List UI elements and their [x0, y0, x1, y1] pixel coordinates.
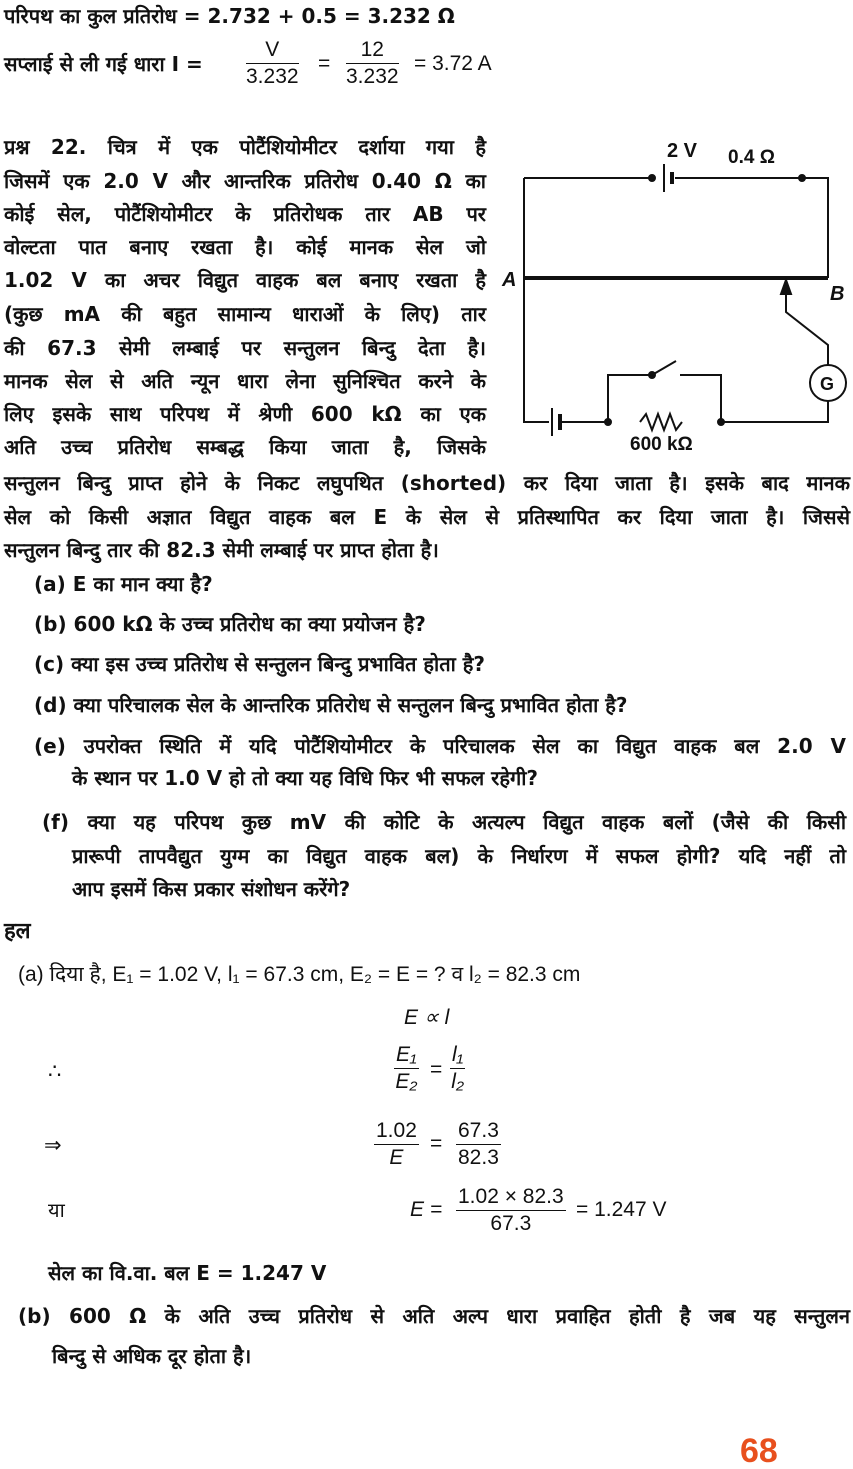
question-part: के स्थान पर 1.0 V हो तो क्या यह विधि फिर भी सफल रहेगी? — [72, 766, 538, 790]
question-line: 1.02 V का अचर विद्युत वाहक बल बनाए रखता है — [4, 268, 486, 292]
question-line: सन्तुलन बिन्दु तार की 82.3 सेमी लम्बाई पर प्राप्त होता है। — [4, 538, 439, 562]
or-label: या — [48, 1198, 65, 1222]
e-equals: E = — [410, 1198, 443, 1221]
denominator: E₂ — [395, 1070, 418, 1093]
question-line: कोई सेल, पोटैंशियोमीटर के प्रतिरोधक तार AB पर — [4, 202, 486, 226]
numerator: E₁ — [394, 1042, 419, 1069]
denominator: l₂ — [451, 1070, 464, 1093]
answer-b-line: बिन्दु से अधिक दूर होता है। — [52, 1344, 252, 1368]
ratio-673-823 — [456, 1118, 501, 1171]
question-part: (d) क्या परिचालक सेल के आन्तरिक प्रतिरोध से सन्तुलन बिन्दु प्रभावित होता है? — [34, 693, 628, 717]
equals: = — [318, 52, 331, 75]
ratio-102-e — [374, 1118, 419, 1171]
ratio-e1-e2 — [394, 1042, 419, 1095]
denominator: E — [389, 1146, 404, 1169]
denominator: 3.232 — [346, 65, 399, 88]
question-line: वोल्टता पात बनाए रखता है। कोई मानक सेल जो — [4, 235, 486, 259]
label-b: B — [830, 283, 845, 305]
question-line: मानक सेल से अति न्यून धारा लेना सुनिश्चित करने के — [4, 369, 486, 393]
denominator: 82.3 — [458, 1146, 499, 1169]
question-part: (a) E का मान क्या है? — [34, 572, 213, 596]
label-a: A — [502, 269, 517, 291]
fraction-v — [246, 37, 299, 90]
question-part: (f) क्या यह परिपथ कुछ mV की कोटि के अत्यल्प विद्युत वाहक बलों (जैसे की किसी — [42, 810, 846, 834]
numerator: V — [246, 37, 299, 64]
question-line: लिए इसके साथ परिपथ में श्रेणी 600 kΩ का एक — [4, 402, 486, 426]
e-fraction — [456, 1184, 566, 1237]
total-resistance-line: परिपथ का कुल प्रतिरोध = 2.732 + 0.5 = 3.232 Ω — [4, 4, 455, 28]
question-line: जिसमें एक 2.0 V और आन्तरिक प्रतिरोध 0.40 Ω का — [4, 169, 486, 193]
switch-blade — [652, 361, 676, 375]
resistor-label: 600 kΩ — [630, 434, 693, 455]
question-line: की 67.3 सेमी लम्बाई पर सन्तुलन बिन्दु देता है। — [4, 336, 486, 360]
denominator: 67.3 — [490, 1212, 532, 1235]
emf-result: सेल का वि.वा. बल E = 1.247 V — [48, 1261, 327, 1285]
question-line: सन्तुलन बिन्दु प्राप्त होने के निकट लघुपथित (shorted) कर दिया जाता है। इसके बाद मानक — [4, 471, 850, 495]
e-result: = 1.247 V — [576, 1198, 667, 1221]
question-part: (e) उपरोक्त स्थिति में यदि पोटैंशियोमीटर के परिचालक सेल का विद्युत वाहक बल 2.0 V — [34, 734, 846, 758]
numerator: l₁ — [450, 1042, 465, 1069]
numerator: 67.3 — [456, 1118, 501, 1145]
question-line: अति उच्च प्रतिरोध सम्बद्ध किया जाता है, जिसके — [4, 435, 486, 459]
denominator: 3.232 — [246, 65, 299, 88]
question-part: आप इसमें किस प्रकार संशोधन करेंगे? — [72, 877, 351, 901]
current-line-prefix: सप्लाई से ली गई धारा I = — [4, 52, 203, 76]
ratio-l1-l2 — [450, 1042, 465, 1095]
question-part: (c) क्या इस उच्च प्रतिरोध से सन्तुलन बिन्दु प्रभावित होता है? — [34, 652, 485, 676]
node — [718, 419, 724, 425]
question-line: सेल को किसी अज्ञात विद्युत वाहक बल E के सेल से प्रतिस्थापित कर दिया जाता है। जिससे — [4, 505, 850, 529]
node — [649, 175, 655, 181]
numerator: 1.02 × 82.3 — [456, 1184, 566, 1211]
numerator: 1.02 — [374, 1118, 419, 1145]
equals: = — [430, 1058, 443, 1081]
resistance-label: 0.4 Ω — [728, 147, 775, 168]
potentiometer-circuit-diagram — [500, 130, 853, 460]
question-part: प्रारूपी तापवैद्युत युग्म का विद्युत वाहक बल) के निर्धारण में सफल होगी? यदि नहीं तो — [72, 844, 846, 868]
therefore-symbol: ∴ — [48, 1060, 62, 1083]
wires — [524, 178, 828, 422]
jockey-arrow-icon — [781, 280, 791, 294]
resistor-600k — [640, 414, 682, 430]
question-line: (कुछ mA की बहुत सामान्य धाराओं के लिए) तार — [4, 302, 486, 326]
implies-symbol: ⇒ — [44, 1134, 62, 1157]
page-number: 68 — [740, 1432, 778, 1469]
given-values: (a) दिया है, E₁ = 1.02 V, l₁ = 67.3 cm, E₂ = E = ? व l₂ = 82.3 cm — [18, 963, 581, 986]
answer-b-line: (b) 600 Ω के अति उच्च प्रतिरोध से अति अल्प धारा प्रवाहित होती है जब यह सन्तुलन — [18, 1304, 850, 1328]
emf-label: 2 V — [667, 140, 698, 162]
jockey-wire — [786, 282, 828, 365]
question-part: (b) 600 kΩ के उच्च प्रतिरोध का क्या प्रयोजन है? — [34, 612, 426, 636]
numerator: 12 — [346, 37, 399, 64]
node — [605, 419, 611, 425]
current-result: = 3.72 A — [414, 52, 492, 75]
galvanometer-label: G — [820, 374, 835, 394]
solution-heading: हल — [4, 919, 31, 944]
equals: = — [430, 1132, 443, 1155]
question-line: प्रश्न 22. चित्र में एक पोटैंशियोमीटर दर्शाया गया है — [4, 135, 486, 159]
fraction-12 — [346, 37, 399, 90]
proportionality: E ∝ l — [404, 1006, 450, 1029]
node — [799, 175, 805, 181]
